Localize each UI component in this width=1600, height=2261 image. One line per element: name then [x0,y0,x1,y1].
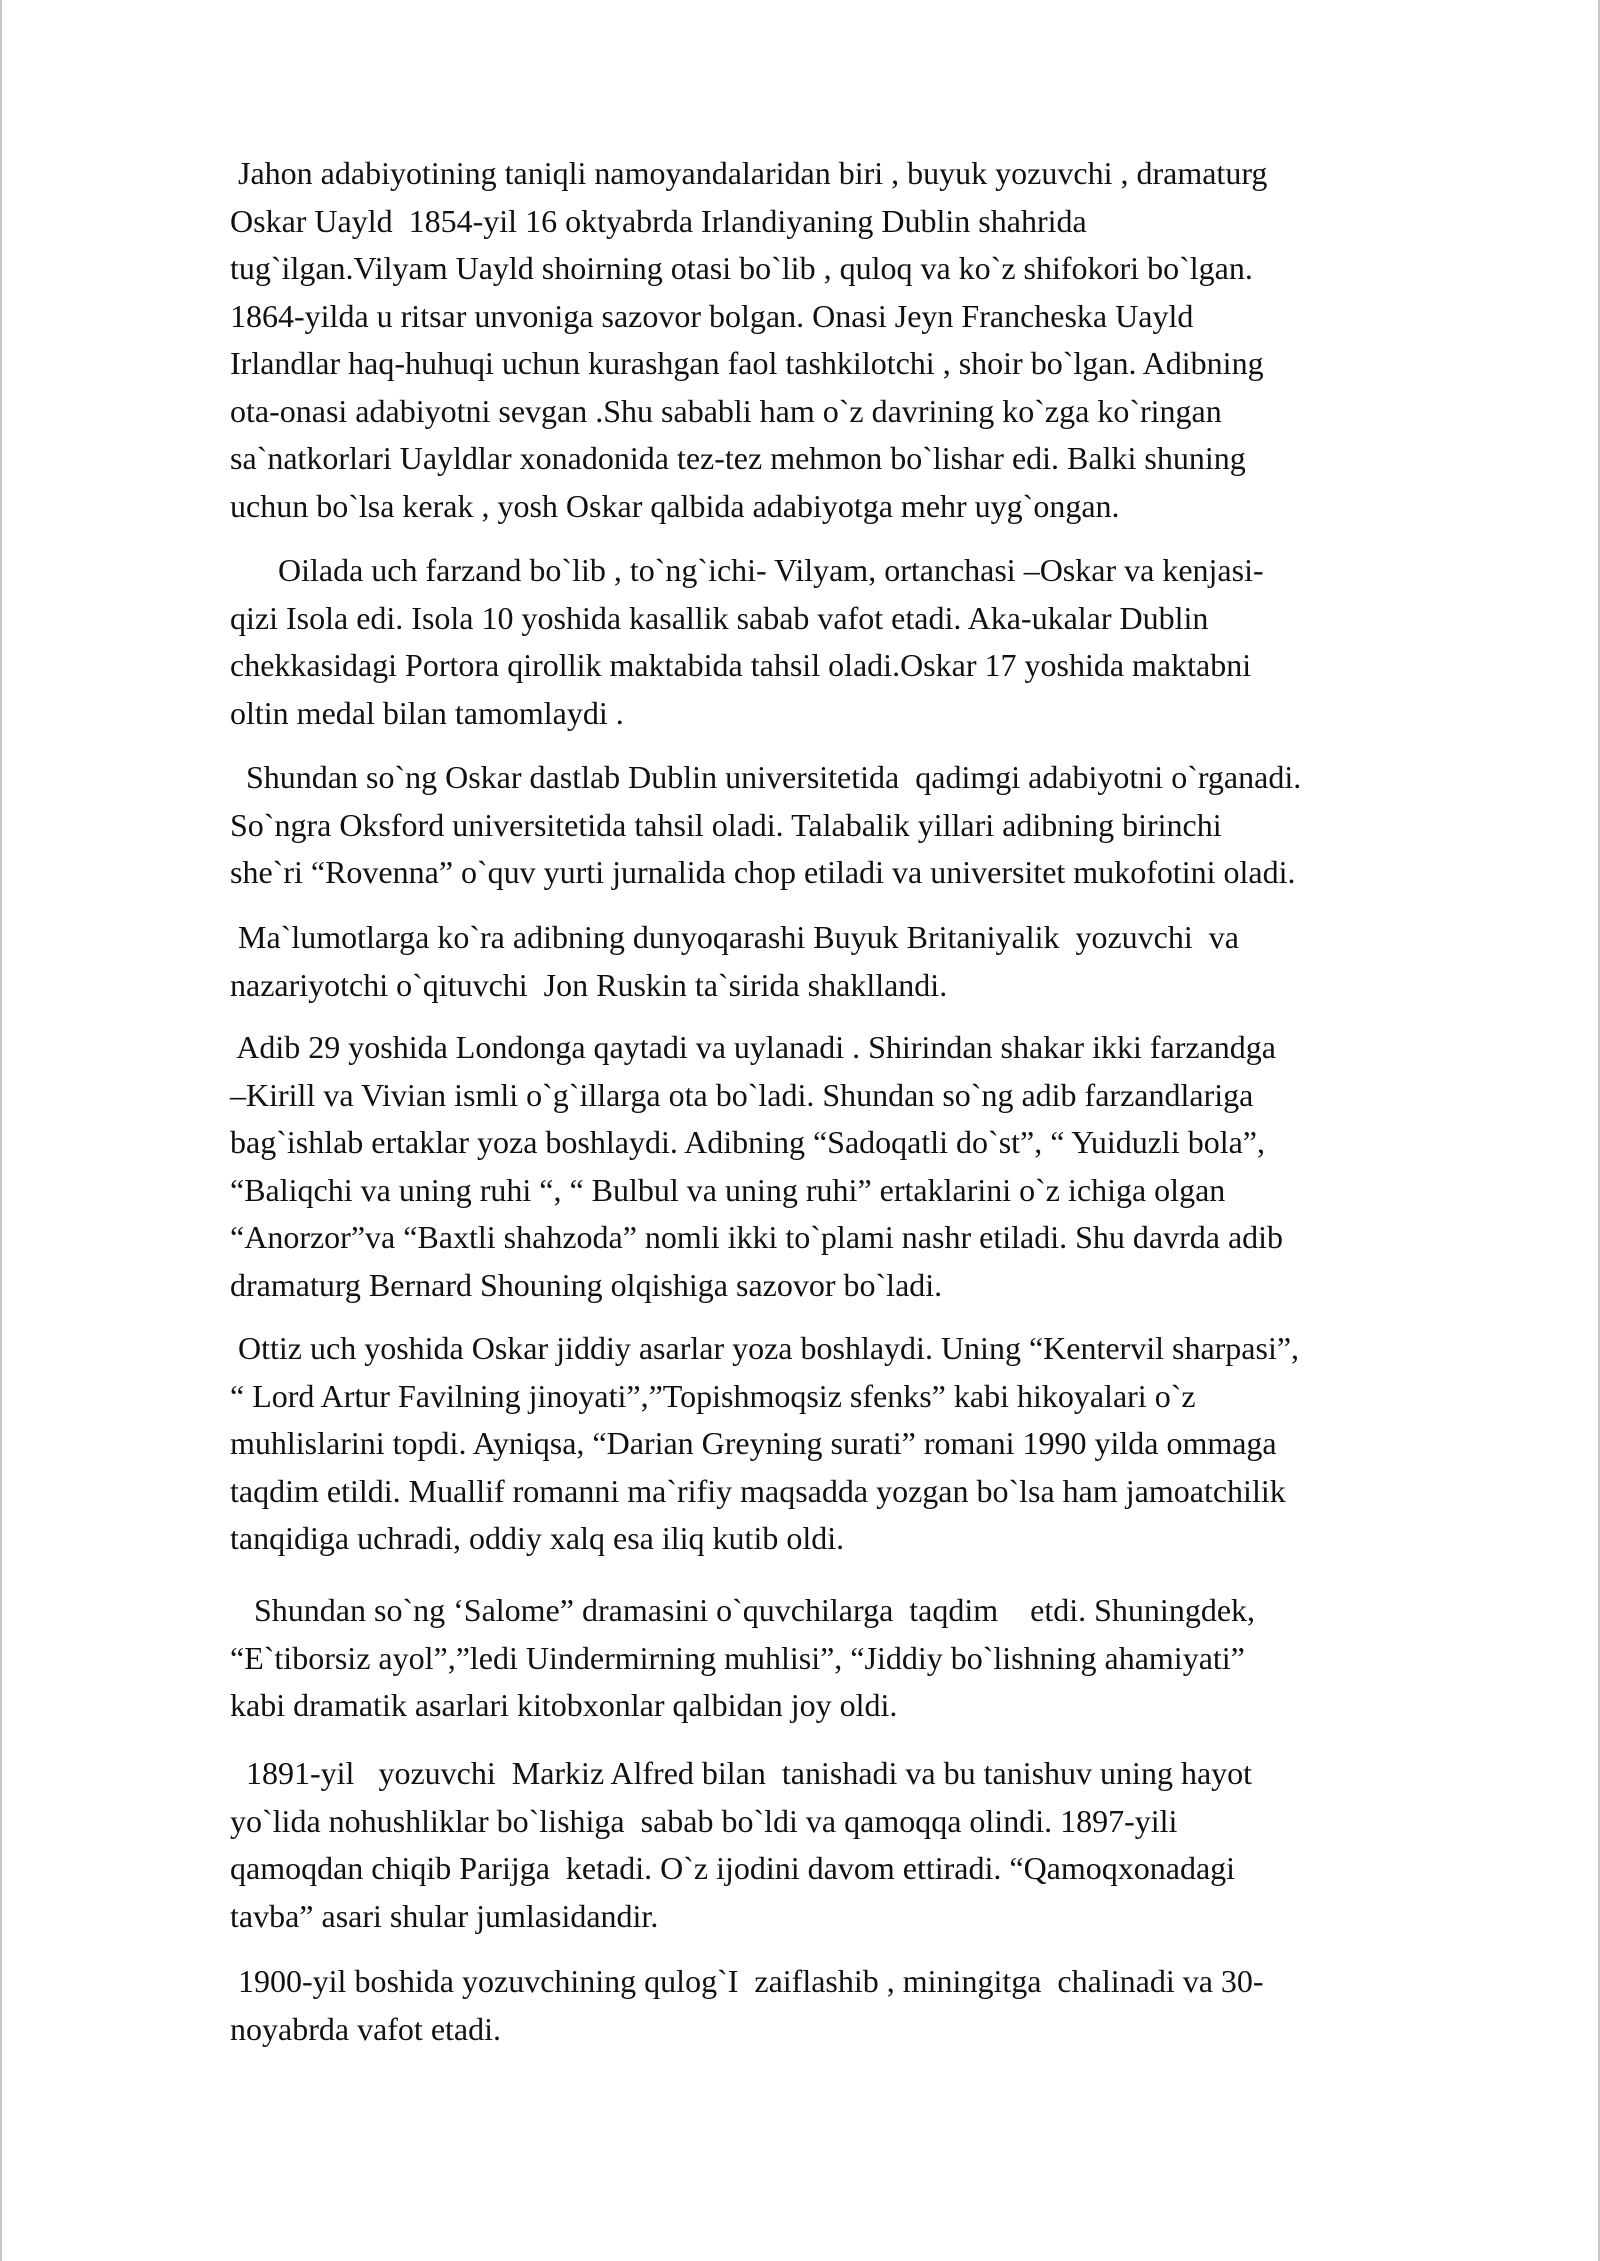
paragraph-biography-intro [230,150,1267,530]
text-line: kabi dramatik asarlari kitobxonlar qalbidan joy oldi. [230,1687,898,1723]
page-border-left [0,0,2,2261]
text-line: dramaturg Bernard Shouning olqishiga sazovor bo`ladi. [230,1266,943,1303]
text-line: ota-onasi adabiyotni sevgan .Shu sababli ham o`z davrining ko`zga ko`ringan [230,392,1222,429]
text-line: yo`lida nohushliklar bo`lishiga sabab bo`ldi va qamoqqa olindi. 1897-yili [230,1802,1178,1839]
text-line: Adib 29 yoshida Londonga qaytadi va uylanadi . Shirindan shakar ikki farzandga [230,1029,1276,1065]
paragraph-dramas [230,1587,1255,1730]
text-line: “Baliqchi va uning ruhi “, “ Bulbul va uning ruhi” ertaklarini o`z ichiga olgan [230,1171,1226,1208]
text-line: chekkasidagi Portora qirollik maktabida tahsil oladi.Oskar 17 yoshida maktabni [230,647,1252,683]
text-line: Oilada uch farzand bo`lib , to`ng`ichi- Vilyam, ortanchasi –Oskar va kenjasi- [230,552,1264,588]
paragraph-death [230,1958,1264,2053]
text-line: “Anorzor”va “Baxtli shahzoda” nomli ikki to`plami nashr etiladi. Shu davrda adib [230,1219,1284,1255]
text-line: “E`tiborsiz ayol”,”ledi Uindermirning muhlisi”, “Jiddiy bo`lishning ahamiyati” [230,1639,1245,1676]
text-line: nazariyotchi o`qituvchi Jon Ruskin ta`sirida shakllandi. [230,966,948,1003]
text-line: 1891-yil yozuvchi Markiz Alfred bilan tanishadi va bu tanishuv uning hayot [230,1755,1253,1791]
text-line: –Kirill va Vivian ismli o`g`illarga ota bo`ladi. Shundan so`ng adib farzandlariga [230,1076,1254,1113]
paragraph-family [230,547,1264,737]
text-line: Irlandlar haq-huhuqi uchun kurashgan faol tashkilotchi , shoir bo`lgan. Adibning [230,345,1264,381]
text-line: “ Lord Artur Favilning jinoyati”,”Topishmoqsiz sfenks” kabi hikoyalari o`z [230,1377,1196,1414]
text-line: tug`ilgan.Vilyam Uayld shoirning otasi bo`lib , quloq va ko`z shifokori bo`lgan. [230,250,1253,286]
text-line: 1864-yilda u ritsar unvoniga sazovor bolgan. Onasi Jeyn Francheska Uayld [230,297,1194,334]
text-line: qizi Isola edi. Isola 10 yoshida kasallik sabab vafot etadi. Aka-ukalar Dublin [230,599,1209,636]
text-line: Oskar Uayld 1854-yil 16 oktyabrda Irlandiyaning Dublin shahrida [230,202,1087,239]
text-line: oltin medal bilan tamomlaydi . [230,694,624,731]
text-line: tanqidiga uchradi, oddiy xalq esa iliq kutib oldi. [230,1520,845,1556]
text-line: Ottiz uch yoshida Oskar jiddiy asarlar yoza boshlaydi. Uning “Kentervil sharpasi”, [230,1330,1300,1366]
paragraph-imprisonment [230,1750,1252,1940]
paragraph-serious-works [230,1325,1299,1563]
paragraph-worldview [230,914,1239,1009]
paragraph-london-family [230,1024,1283,1309]
text-line: Jahon adabiyotining taniqli namoyandalaridan biri , buyuk yozuvchi , dramaturg [230,155,1268,191]
text-line: 1900-yil boshida yozuvchining qulog`I zaiflashib , miningitga chalinadi va 30- [230,1963,1264,1999]
text-line: Shundan so`ng ‘Salome” dramasini o`quvchilarga taqdim etdi. Shuningdek, [230,1592,1256,1628]
text-line: bag`ishlab ertaklar yoza boshlaydi. Adibning “Sadoqatli do`st”, “ Yuiduzli bola”, [230,1124,1265,1160]
text-line: qamoqdan chiqib Parijga ketadi. O`z ijodini davom ettiradi. “Qamoqxonadagi [230,1850,1236,1886]
text-line: taqdim etildi. Muallif romanni ma`rifiy maqsadda yozgan bo`lsa ham jamoatchilik [230,1472,1286,1509]
paragraph-university [230,754,1301,897]
text-line: sa`natkorlari Uayldlar xonadonida tez-tez mehmon bo`lishar edi. Balki shuning [230,440,1246,476]
text-line: So`ngra Oksford universitetida tahsil oladi. Talabalik yillari adibning birinchi [230,806,1222,843]
text-line: Shundan so`ng Oskar dastlab Dublin universitetida qadimgi adabiyotni o`rganadi. [230,759,1302,795]
text-line: Ma`lumotlarga ko`ra adibning dunyoqarashi Buyuk Britaniyalik yozuvchi va [230,919,1239,955]
text-line: uchun bo`lsa kerak , yosh Oskar qalbida adabiyotga mehr uyg`ongan. [230,487,1120,524]
text-line: muhlislarini topdi. Ayniqsa, “Darian Greyning surati” romani 1990 yilda ommaga [230,1425,1277,1461]
text-line: tavba” asari shular jumlasidandir. [230,1897,659,1934]
text-line: noyabrda vafot etadi. [230,2010,501,2047]
text-line: she`ri “Rovenna” o`quv yurti jurnalida chop etiladi va universitet mukofotini oladi. [230,854,1296,890]
